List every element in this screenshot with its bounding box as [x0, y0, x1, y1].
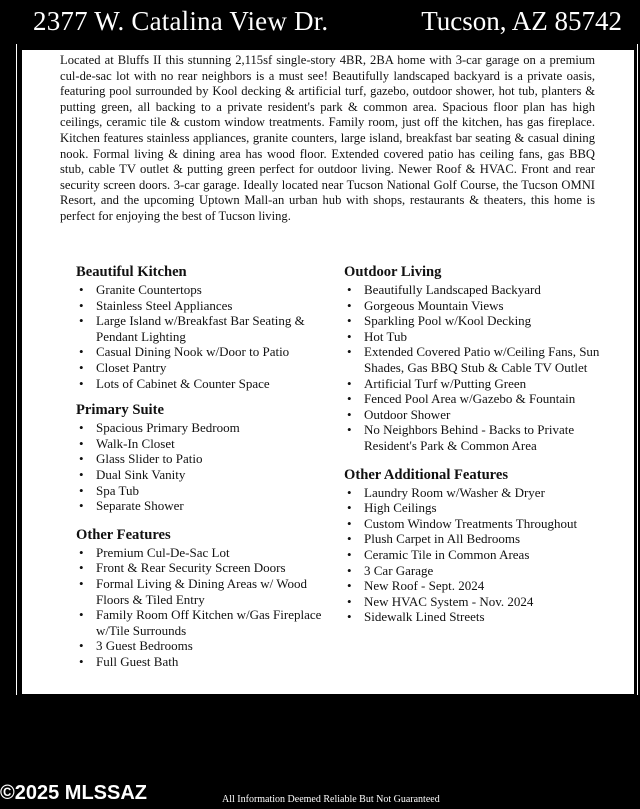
section-other-additional-features: [344, 467, 606, 625]
list-item: • No Neighbors Behind - Backs to Private Resident's Park & Common Area: [344, 422, 606, 453]
list-item: • Sparkling Pool w/Kool Decking: [344, 313, 606, 329]
list-item: • Laundry Room w/Washer & Dryer: [344, 485, 606, 501]
list-item: • Hot Tub: [344, 329, 606, 345]
section-title: Outdoor Living: [344, 264, 442, 280]
list-item: • New Roof - Sept. 2024: [344, 578, 606, 594]
section-primary-suite: [76, 402, 334, 514]
list-item: • Full Guest Bath: [76, 654, 334, 670]
list-item: • Gorgeous Mountain Views: [344, 298, 606, 314]
list-item: • Dual Sink Vanity: [76, 467, 334, 483]
list-item: • Plush Carpet in All Bedrooms: [344, 531, 606, 547]
list-item: • Ceramic Tile in Common Areas: [344, 547, 606, 563]
section-beautiful-kitchen: [76, 264, 334, 391]
disclaimer-text: All Information Deemed Reliable But Not Guaranteed: [222, 794, 440, 805]
list-item: • Custom Window Treatments Throughout: [344, 516, 606, 532]
list-item: • Closet Pantry: [76, 360, 334, 376]
list-item: • Walk-In Closet: [76, 436, 334, 452]
section-title: Primary Suite: [76, 402, 164, 419]
list-item: • Casual Dining Nook w/Door to Patio: [76, 344, 334, 360]
list-item: • Granite Countertops: [76, 282, 334, 298]
list-item: • Family Room Off Kitchen w/Gas Fireplace w/Tile Surrounds: [76, 607, 334, 638]
list-item: • Lots of Cabinet & Counter Space: [76, 376, 334, 392]
copyright-notice: ©2025 MLSSAZ: [0, 782, 148, 804]
feature-list: [76, 545, 334, 670]
section-title: Beautiful Kitchen: [76, 264, 187, 280]
list-item: • High Ceilings: [344, 500, 606, 516]
list-item: • Spa Tub: [76, 483, 334, 499]
list-item: • Glass Slider to Patio: [76, 451, 334, 467]
list-item: • Fenced Pool Area w/Gazebo & Fountain: [344, 391, 606, 407]
property-city-state-zip: Tucson, AZ 85742: [421, 6, 622, 36]
features-left-column: [76, 264, 334, 669]
list-item: • Stainless Steel Appliances: [76, 298, 334, 314]
list-item: • Outdoor Shower: [344, 407, 606, 423]
list-item: • 3 Guest Bedrooms: [76, 638, 334, 654]
list-item: • Artificial Turf w/Putting Green: [344, 376, 606, 392]
feature-list: [76, 282, 334, 391]
section-outdoor-living: [344, 264, 606, 454]
section-title: Other Features: [76, 526, 171, 543]
feature-list: [344, 282, 606, 454]
property-address: 2377 W. Catalina View Dr.: [33, 6, 329, 36]
list-item: • Formal Living & Dining Areas w/ Wood Floors & Tiled Entry: [76, 576, 334, 607]
list-item: • 3 Car Garage: [344, 563, 606, 579]
list-item: • Premium Cul-De-Sac Lot: [76, 545, 334, 561]
section-title: Other Additional Features: [344, 466, 509, 483]
list-item: • Spacious Primary Bedroom: [76, 420, 334, 436]
list-item: • Beautifully Landscaped Backyard: [344, 282, 606, 298]
list-item: • Sidewalk Lined Streets: [344, 609, 606, 625]
list-item: • New HVAC System - Nov. 2024: [344, 594, 606, 610]
feature-list: [344, 485, 606, 625]
section-other-features: [76, 527, 334, 670]
property-description: Located at Bluffs II this stunning 2,115sf single-story 4BR, 2BA home with 3-car garage on a premium cul-de-sac lot with no rear neighbors is a must see! Beautifully landscaped backyard is a private oasis, featuring pool surrounded by Kool decking & artificial turf, gazebo, outdoor shower, hot tub, planters & putting green, all backing to a private resident's park & common area. Spacious floor plan has high ceilings, ceramic tile & custom window treatments. Family room, just off the kitchen, has gas fireplace. Kitchen features stainless appliances, granite counters, large island, breakfast bar seating & casual dining nook. Formal living & dining area has wood floor. Extended covered patio has ceiling fans, gas BBQ stub, cable TV outlet & putting green perfect for outdoor living. Newer Roof & HVAC. Front and rear security screen doors. 3-car garage. Ideally located near Tucson National Golf Course, the Tucson OMNI Resort, and the upcoming Uptown Mall-an urban hub with shops, restaurants & theaters, this home is perfect for enjoying the best of Tucson living.: [60, 53, 595, 223]
list-item: • Front & Rear Security Screen Doors: [76, 560, 334, 576]
list-item: • Large Island w/Breakfast Bar Seating & Pendant Lighting: [76, 313, 334, 344]
features-right-column: [344, 264, 606, 625]
feature-list: [76, 420, 334, 514]
list-item: • Extended Covered Patio w/Ceiling Fans, Sun Shades, Gas BBQ Stub & Cable TV Outlet: [344, 344, 606, 375]
list-item: • Separate Shower: [76, 498, 334, 514]
